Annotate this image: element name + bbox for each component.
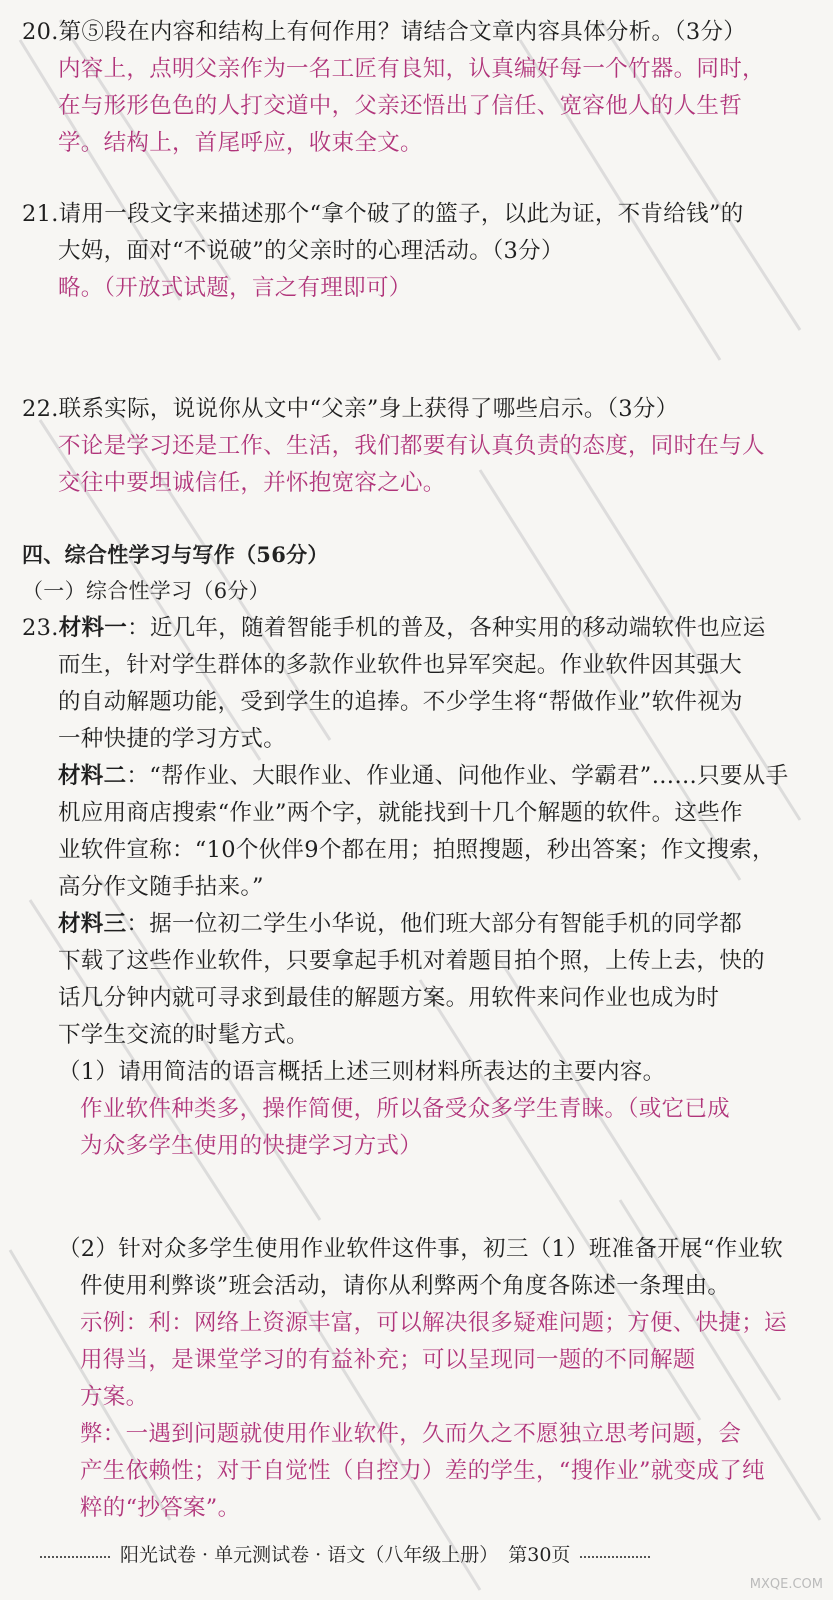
footer-title: 阳光试卷 · 单元测试卷 · 语文（八年级上册）: [120, 1544, 499, 1566]
material-text: 下学生交流的时髦方式。: [58, 1022, 309, 1048]
answer-line: 不论是学习还是工作、生活，我们都要有认真负责的态度，同时在与人: [58, 433, 765, 459]
answer-line: 作业软件种类多，操作简便，所以备受众多学生青睐。（或它已成: [80, 1096, 730, 1122]
question-21-answer: 略。（开放式试题，言之有理即可）: [58, 275, 412, 301]
material-text: ：“帮作业、大眼作业、作业通、问他作业、学霸君”……只要从手: [126, 763, 789, 789]
material-text: ：近几年，随着智能手机的普及，各种实用的移动端软件也应运: [127, 615, 766, 641]
material-text: 而生，针对学生群体的多款作业软件也异军突起。作业软件因其强大: [58, 652, 743, 678]
material-1: 23.材料一：近几年，随着智能手机的普及，各种实用的移动端软件也应运: [22, 615, 766, 641]
answer-line: 弊：一遇到问题就使用作业软件，久而久之不愿独立思考问题，会: [80, 1421, 742, 1447]
question-22-stem: 22.联系实际，说说你从文中“父亲”身上获得了哪些启示。（3分）: [22, 396, 679, 422]
question-23-part-1-stem: （1）请用简洁的语言概括上述三则材料所表达的主要内容。: [58, 1059, 666, 1085]
answer-line: 方案。: [80, 1384, 149, 1410]
material-3: [22, 906, 812, 943]
question-23-part-2-answer: [22, 1305, 812, 1527]
question-23-part-2-stem: 件使用利弊谈”班会活动，请你从利弊两个角度各陈述一条理由。: [80, 1273, 731, 1299]
material-text: 的自动解题功能，受到学生的追捧。不少学生将“帮做作业”软件视为: [58, 689, 743, 715]
page-footer: [40, 1540, 800, 1567]
footer-dots-left: [40, 1556, 110, 1558]
question-23: [22, 610, 812, 1527]
question-22-answer: [22, 428, 812, 502]
page-content: [22, 14, 812, 1527]
answer-line: 产生依赖性；对于自觉性（自控力）差的学生，“搜作业”就变成了纯: [80, 1458, 765, 1484]
material-text: ：据一位初二学生小华说，他们班大部分有智能手机的同学都: [126, 911, 743, 937]
material-text: 机应用商店搜索“作业”两个字，就能找到十几个解题的软件。这些作: [58, 800, 743, 826]
answer-line: 在与形形色色的人打交道中，父亲还悟出了信任、宽容他人的人生哲: [58, 93, 743, 119]
question-22: [22, 391, 812, 502]
question-20-stem: 20.第⑤段在内容和结构上有何作用？请结合文章内容具体分析。（3分）: [22, 19, 747, 45]
site-logo: MXQE.COM: [749, 1577, 823, 1592]
material-text: 高分作文随手拈来。”: [58, 874, 264, 900]
subsection-title: （一）综合性学习（6分）: [22, 579, 270, 603]
question-23-part-1-answer: [22, 1091, 812, 1165]
material-text: 一种快捷的学习方式。: [58, 726, 287, 752]
answer-line: 交往中要坦诚信任，并怀抱宽容之心。: [58, 470, 446, 496]
page-number: 第30页: [508, 1544, 571, 1566]
material-label: 材料三: [58, 911, 127, 937]
answer-line: 用得当，是课堂学习的有益补充；可以呈现同一题的不同解题: [80, 1347, 696, 1373]
material-label: 材料一: [58, 615, 128, 641]
material-text: 业软件宣称：“10个伙伴9个都在用；拍照搜题，秒出答案；作文搜索，: [58, 837, 775, 863]
question-21: [22, 196, 812, 307]
footer-dots-right: [580, 1556, 650, 1558]
question-23-part-2-stem: （2）针对众多学生使用作业软件这件事，初三（1）班准备开展“作业软: [58, 1236, 784, 1262]
question-20-answer: [22, 51, 812, 162]
answer-line: 粹的“抄答案”。: [80, 1495, 241, 1521]
answer-line: 为众多学生使用的快捷学习方式）: [80, 1133, 423, 1159]
answer-line: 内容上，点明父亲作为一名工匠有良知，认真编好每一个竹器。同时，: [58, 56, 765, 82]
material-label: 材料二: [58, 763, 127, 789]
material-text: 话几分钟内就可寻求到最佳的解题方案。用软件来问作业也成为时: [58, 985, 720, 1011]
answer-line: 学。结构上，首尾呼应，收束全文。: [58, 130, 423, 156]
question-20: [22, 14, 812, 162]
question-21-stem: 大妈，面对“不说破”的父亲时的心理活动。（3分）: [58, 238, 564, 264]
question-21-stem: 21.请用一段文字来描述那个“拿个破了的篮子，以此为证，不肯给钱”的: [22, 201, 744, 227]
answer-line: 示例：利：网络上资源丰富，可以解决很多疑难问题；方便、快捷；运: [80, 1310, 787, 1336]
material-2: [22, 758, 812, 795]
material-text: 下载了这些作业软件，只要拿起手机对着题目拍个照，上传上去，快的: [58, 948, 765, 974]
section-title: 四、综合性学习与写作（56分）: [22, 542, 329, 567]
